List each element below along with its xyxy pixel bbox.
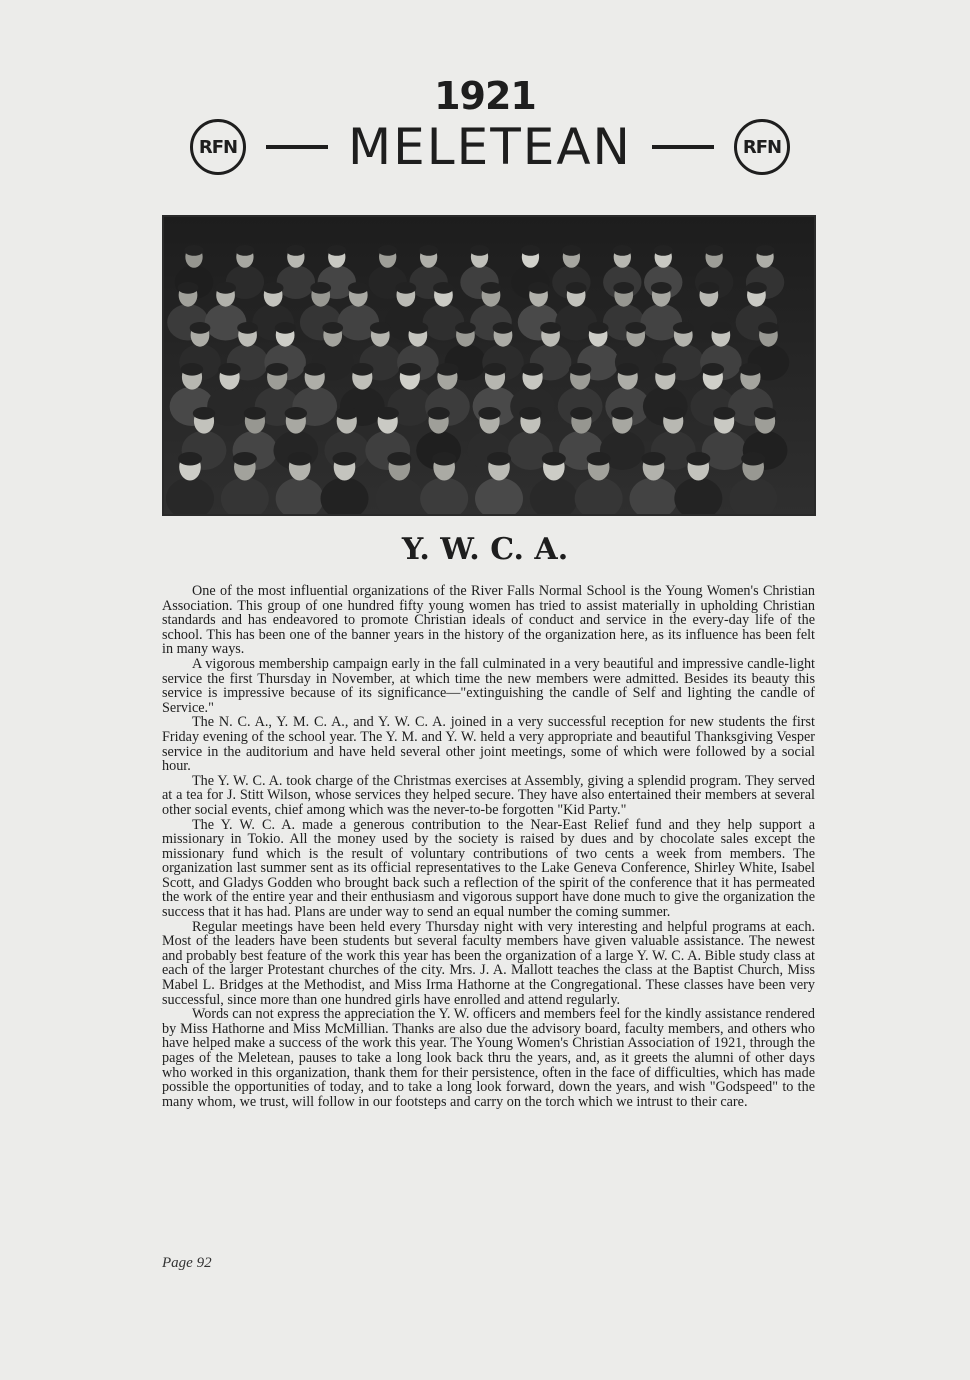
section-title: Y. W. C. A. bbox=[401, 532, 569, 567]
paragraph: Regular meetings have been held every Thursday night with very interesting and helpful programs at each. Most of the leaders have been students but several faculty members have given valuable assistance. The newest and probably best feature of the work this year has been the organization of a large Y. W. C. A. Bible study class at each of the larger Protestant churches of the city. Mrs. J. A. Mallott teaches the class at the Baptist Church, Miss Mabel L. Bridges at the Methodist, and Miss Irma Hathorne at the Congregational. These classes have been very successful, since more than one hundred girls have enrolled and attend regularly. bbox=[162, 918, 815, 1008]
article-body bbox=[162, 584, 815, 1109]
paragraph: The N. C. A., Y. M. C. A., and Y. W. C. A. joined in a very successful reception for new students the first Friday evening of the school year. The Y. M. and Y. W. held a very appropriate and beautiful Thanksgiving Vesper service in the auditorium and have held several other joint meetings, some of which were followed by a social hour. bbox=[162, 714, 815, 775]
paragraph: Words can not express the appreciation the Y. W. officers and members feel for the kindly assistance rendered by Miss Hathorne and Miss McMillian. Thanks are also due the advisory board, faculty members, and others who have helped make a success of the work this year. The Young Women's Christian Association of 1921, through the pages of the Meletean, pauses to take a long look back thru the years, and, as it greets the alumni of other days who worked in this organization, thank them for their persistence, often in the face of difficulties, which has made possible the opportunities of today, and to take a long look forward, down the years, and wish "Godspeed" to the many whom, we trust, will follow in our footsteps and carry on the torch which we intrust to their care. bbox=[162, 1006, 815, 1110]
yearbook-title: MELETEAN bbox=[348, 118, 632, 176]
masthead bbox=[190, 112, 790, 182]
rfn-monogram-left: RFN bbox=[190, 119, 246, 175]
group-photo-image bbox=[164, 217, 814, 514]
page-number: Page 92 bbox=[162, 1255, 212, 1271]
paragraph: The Y. W. C. A. took charge of the Christmas exercises at Assembly, giving a splendid program. They served at a tea for J. Stitt Wilson, whose services they helped secure. They have also entertained their members at several other social events, chief among which was the never-to-be forgotten "Kid Party." bbox=[162, 772, 815, 818]
paragraph: One of the most influential organizations of the River Falls Normal School is the Young Women's Christian Association. This group of one hundred fifty young women has tried to assist materially in upholding Christian standards and has endeavored to promote Christian ideals of conduct and service in the every-day life of the school. This has been one of the banner years in the history of the organization here, as its influence has been felt in many ways. bbox=[162, 583, 815, 658]
masthead-dash-left bbox=[266, 145, 328, 149]
paragraph: The Y. W. C. A. made a generous contribution to the Near-East Relief fund and they help support a missionary in Tokio. All the money used by the society is raised by dues and by chocolate sales except the missionary fund which is the result of voluntary contributions of two cents a week from members. The organization last summer sent as its official representatives to the Lake Geneva Conference, Shirley White, Isabel Scott, and Gladys Godden who brought back such a reflection of the spirit of the conference that it has permeated the work of the entire year and their enthusiasm and vigorous support have done much to give the organization the success that it has had. Plans are under way to send an equal number the coming summer. bbox=[162, 816, 815, 921]
rfn-monogram-right: RFN bbox=[734, 119, 790, 175]
group-photo bbox=[162, 215, 816, 516]
paragraph: A vigorous membership campaign early in the fall culminated in a very beautiful and impressive candle-light service the first Thursday in November, at which time the new members were admitted. Besides its beauty this service is impressive because of its significance—"extinguishing the candle of Self and lighting the candle of Service." bbox=[162, 655, 815, 716]
masthead-dash-right bbox=[652, 145, 714, 149]
yearbook-year: 1921 bbox=[434, 74, 536, 118]
